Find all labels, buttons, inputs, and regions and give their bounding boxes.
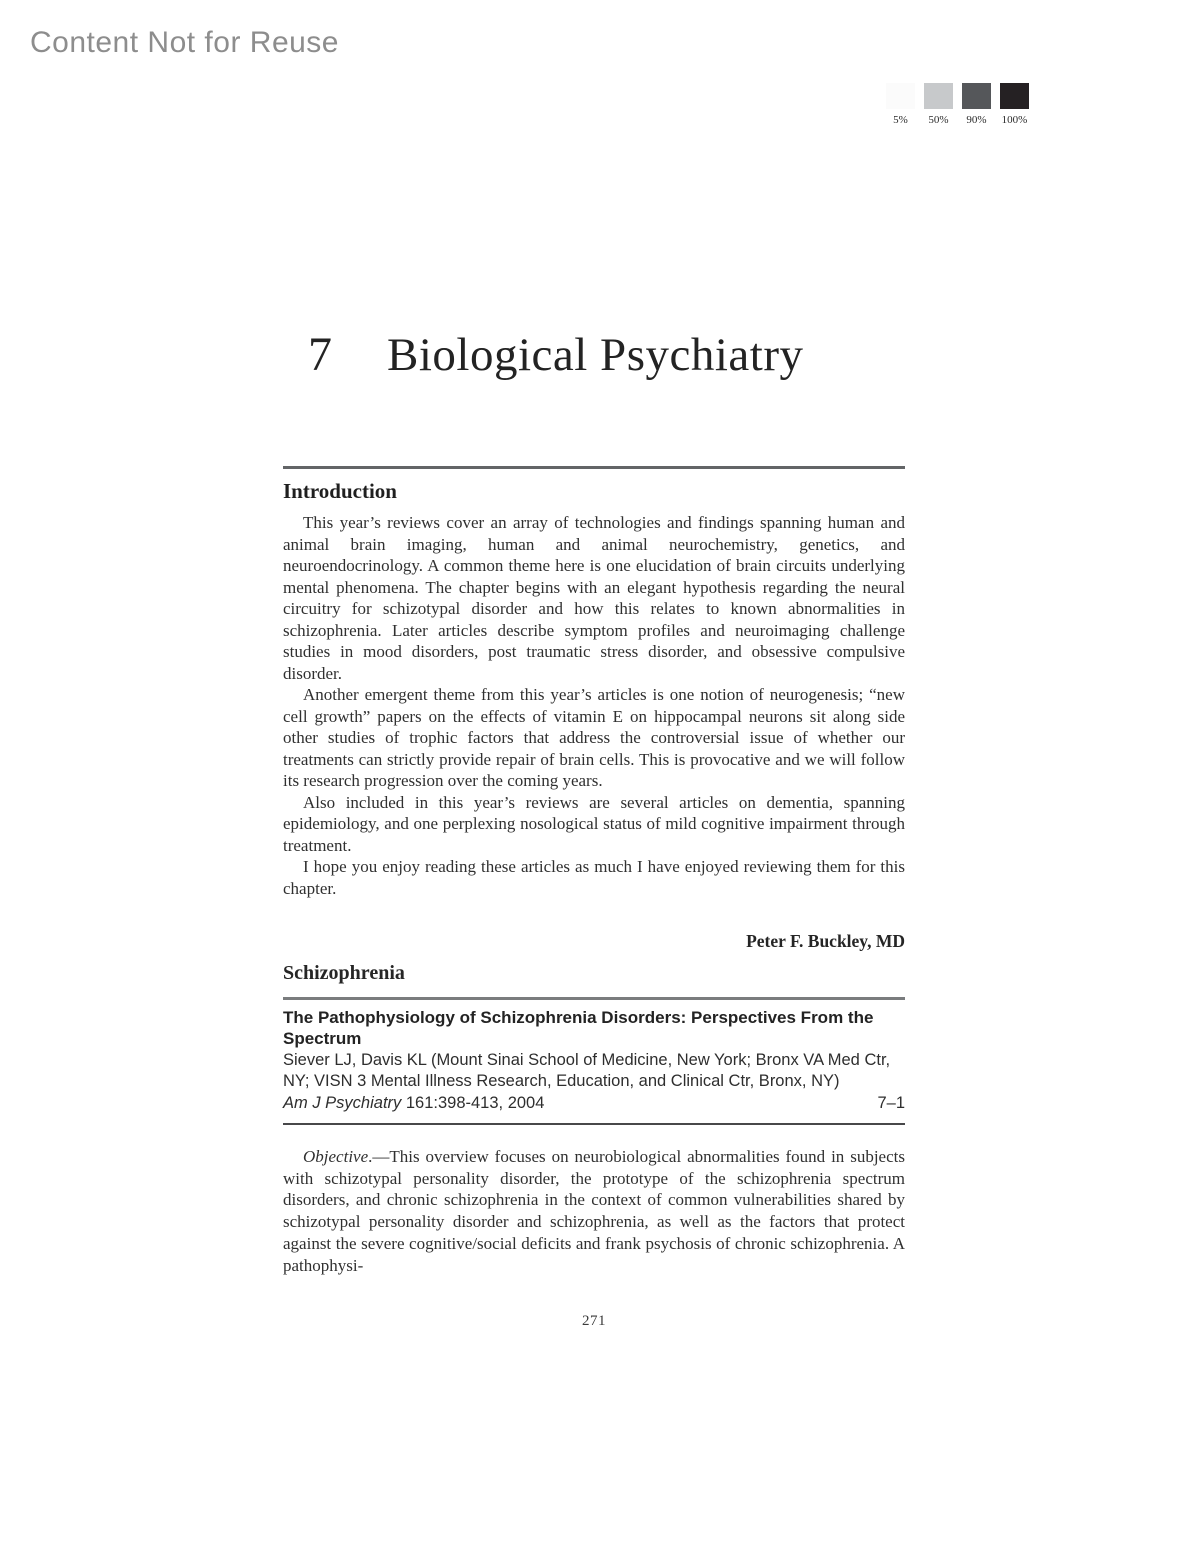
introduction-heading: Introduction [283,479,397,503]
swatch-box-100 [1000,83,1029,109]
section-heading-schizophrenia: Schizophrenia [283,962,405,984]
introduction-section [283,466,905,899]
article-citation-block [283,997,905,1125]
article-ref-number: 7–1 [877,1093,905,1112]
calibration-swatch-100 [1000,83,1029,126]
introduction-body [283,512,905,899]
intro-paragraph-3: Also included in this year’s reviews are several articles on dementia, spanning epidemiology, and one perplexing nosological status of mild cognitive impairment through treatment. [283,792,905,855]
chapter-heading [283,327,905,382]
article-rule-bottom [283,1123,905,1125]
intro-paragraph-1: This year’s reviews cover an array of technologies and findings spanning human and animal brain imaging, human and animal neurochemistry, genetics, and neuroendocrinology. A common theme here is one elucidation of brain circuits underlying mental phenomena. The chapter begins with an elegant hypothesis regarding the neural circuitry for schizotypal disorder and how this relates to known abnormalities in schizophrenia. Later articles describe symptom profiles and neuroimaging challenge studies in mood disorders, post traumatic stress disorder, and obsessive compulsive disorder. [283,513,905,683]
swatch-label-50: 50% [928,114,949,126]
calibration-strip [886,83,1029,126]
swatch-box-50 [924,83,953,109]
objective-paragraph [283,1146,905,1276]
journal-name: Am J Psychiatry [283,1093,402,1112]
swatch-label-5: 5% [893,114,908,126]
author-signature: Peter F. Buckley, MD [746,931,905,951]
watermark-text: Content Not for Reuse [30,26,339,59]
objective-text: This overview focuses on neurobiological abnormalities found in subjects with schizotypal personality disorder, the prototype of the schizophrenia spectrum disorders, and chronic schizophrenia in the context of common vulnerabilities shared by schizotypal personality disorder and schizophrenia, as well as the factors that protect against the severe cognitive/social deficits and frank psychosis of chronic schizophrenia. A pathophysi- [283,1147,905,1275]
journal-citation [283,1093,544,1115]
intro-paragraph-2: Another emergent theme from this year’s articles is one notion of neurogenesis; “new cell growth” papers on the effects of vitamin E on hippocampal neurons sit along side other studies of trophic factors that address the controversial issue of whether our treatments can strictly provide repair of brain cells. This is provocative and we will follow its research progression over the coming years. [283,685,905,790]
objective-separator: .— [368,1147,390,1166]
section-rule-top [283,466,905,469]
calibration-swatch-50 [924,83,953,126]
calibration-swatch-5 [886,83,915,126]
swatch-label-90: 90% [966,114,987,126]
article-authors: Siever LJ, Davis KL (Mount Sinai School of Medicine, New York; Bronx VA Med Ctr, NY; VISN 3 Mental Illness Research, Education, and Clinical Ctr, Bronx, NY) [283,1050,891,1090]
swatch-box-5 [886,83,915,109]
swatch-label-100: 100% [1001,114,1028,126]
page-number: 271 [582,1313,606,1329]
chapter-title: Biological Psychiatry [387,329,804,381]
abstract-section [283,1146,905,1276]
article-title: The Pathophysiology of Schizophrenia Disorders: Perspectives From the Spectrum [283,1007,874,1048]
article-rule-top [283,997,905,1000]
objective-label: Objective [303,1147,369,1166]
chapter-number: 7 [308,328,332,381]
calibration-swatch-90 [962,83,991,126]
article-journal-line [283,1093,905,1115]
intro-paragraph-4: I hope you enjoy reading these articles as much I have enjoyed reviewing them for this chapter. [283,857,905,898]
journal-volume: 161:398-413, 2004 [401,1093,545,1112]
swatch-box-90 [962,83,991,109]
